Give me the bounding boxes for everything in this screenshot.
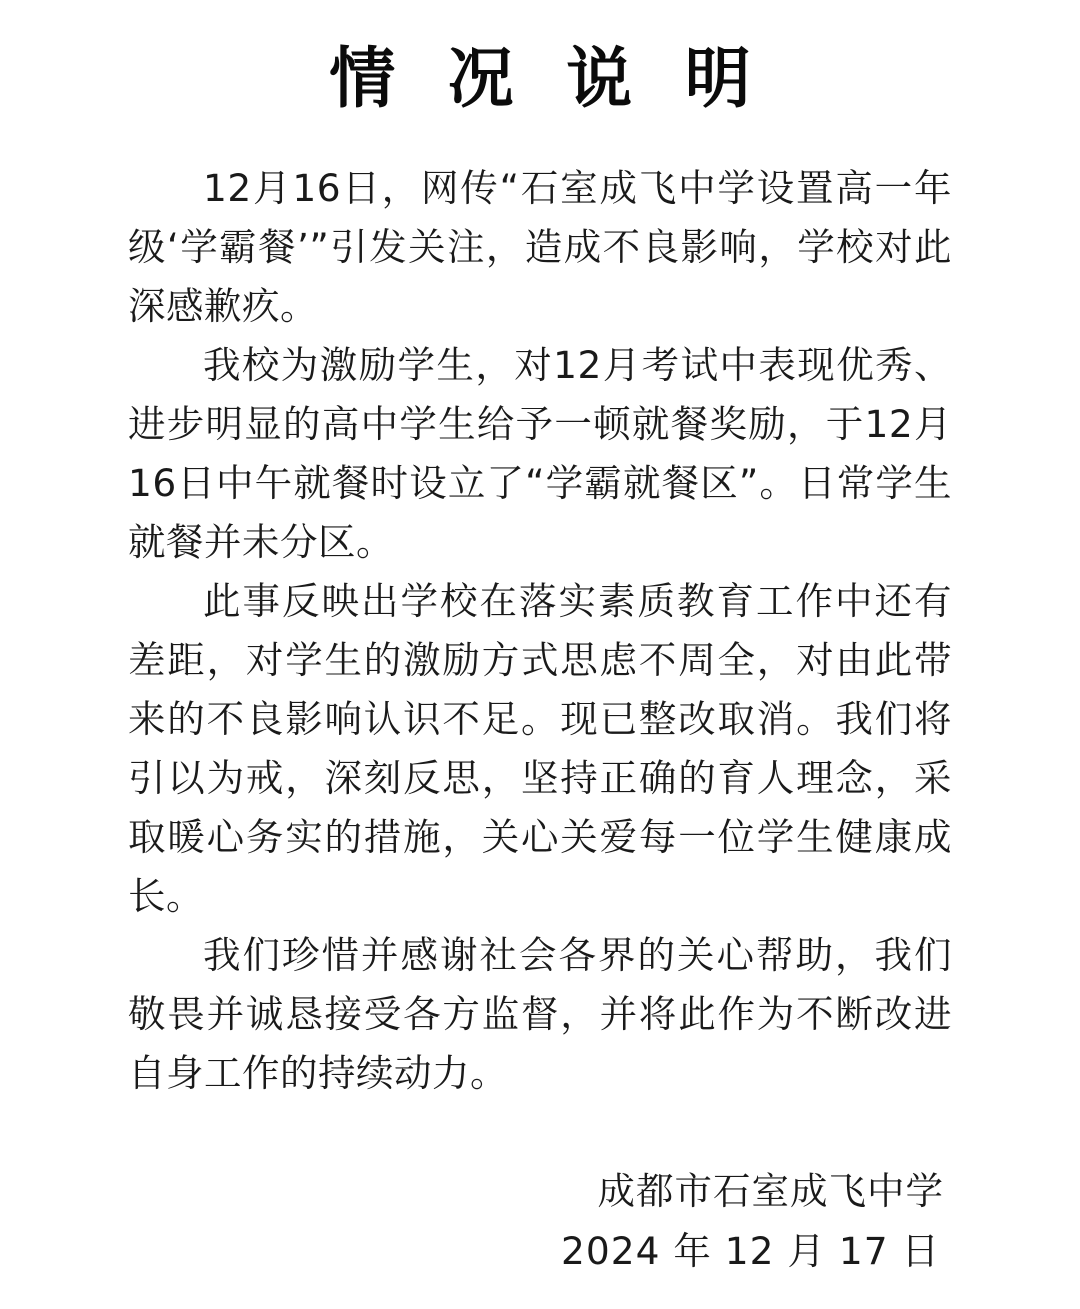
signature-organization: 成都市石室成飞中学 — [597, 1168, 944, 1213]
page-title: 情 况 说 明 — [329, 43, 769, 116]
document-body — [128, 159, 952, 1103]
paragraph-3: 此事反映出学校在落实素质教育工作中还有差距，对学生的激励方式思虑不周全，对由此带来的不良影响认识不足。现已整改取消。我们将引以为戒，深刻反思，坚持正确的育人理念，采取暖心务实的措施，关心关爱每一位学生健康成长。 — [128, 578, 952, 918]
paragraph-4: 我们珍惜并感谢社会各界的关心帮助，我们敬畏并诚恳接受各方监督，并将此作为不断改进自身工作的持续动力。 — [128, 932, 952, 1095]
signature-block — [128, 1161, 952, 1281]
signature-date: 2024 年 12 月 17 日 — [561, 1228, 940, 1273]
paragraph-1: 12月16日，网传“石室成飞中学设置高一年级‘学霸餐’”引发关注，造成不良影响，学校对此深感歉疚。 — [128, 165, 952, 328]
paragraph-2: 我校为激励学生，对12月考试中表现优秀、进步明显的高中学生给予一顿就餐奖励，于12月16日中午就餐时设立了“学霸就餐区”。日常学生就餐并未分区。 — [128, 342, 952, 564]
